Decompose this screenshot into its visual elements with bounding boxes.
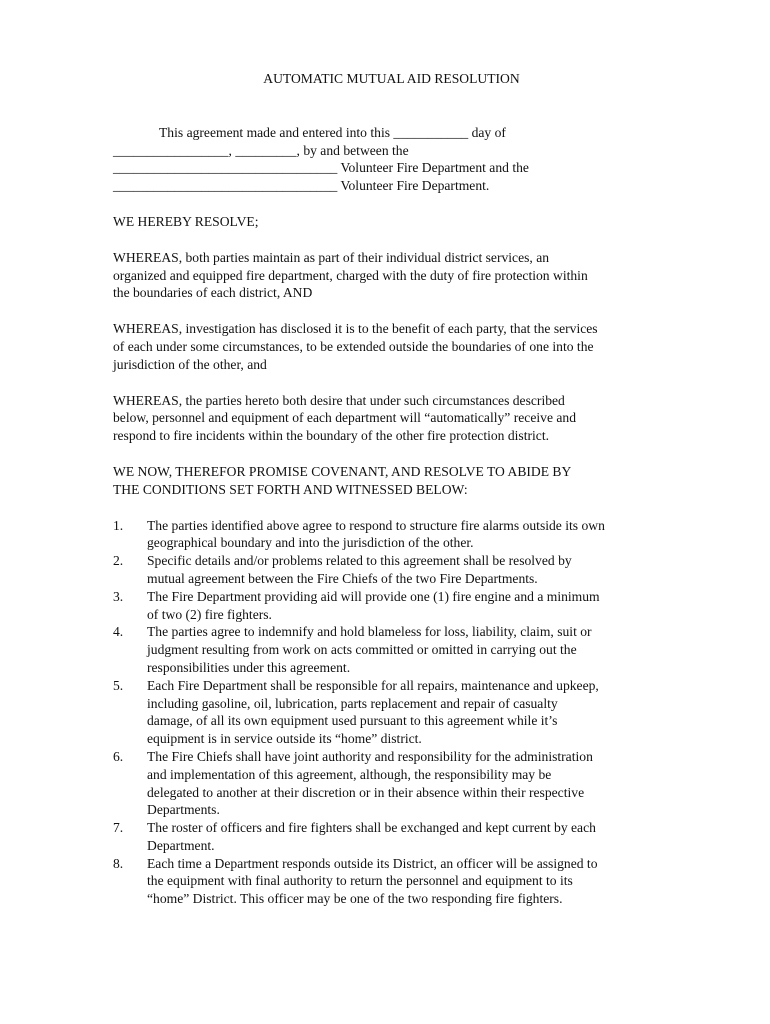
item-line: and implementation of this agreement, although, the responsibility may be (147, 766, 552, 782)
resolve-statement: WE HEREBY RESOLVE; (113, 213, 259, 229)
paragraph-line: WHEREAS, investigation has disclosed it is to the benefit of each party, that the services (113, 321, 598, 337)
list-item (113, 855, 658, 908)
conditions-list (113, 517, 658, 909)
item-line: mutual agreement between the Fire Chiefs of the two Fire Departments. (147, 570, 538, 586)
intro-line: This agreement made and entered into this ___________ day of (159, 124, 506, 140)
paragraph-line: below, personnel and equipment of each department will “automatically” receive and (113, 410, 577, 426)
paragraph-line: jurisdiction of the other, and (113, 356, 267, 372)
item-line: including gasoline, oil, lubrication, parts replacement and repair of casualty (147, 695, 558, 711)
document-title: AUTOMATIC MUTUAL AID RESOLUTION (263, 71, 520, 86)
item-number: 1. (113, 517, 124, 533)
intro-line: _________________________________ Volunteer Fire Department. (113, 178, 490, 194)
item-line: geographical boundary and into the jurisdiction of the other. (147, 535, 474, 551)
item-number: 5. (113, 677, 124, 693)
item-line: Department. (147, 837, 215, 853)
item-line: The Fire Department providing aid will provide one (1) fire engine and a minimum (147, 588, 600, 604)
item-number: 7. (113, 820, 124, 836)
paragraph-line: the boundaries of each district, AND (113, 285, 313, 301)
item-number: 6. (113, 748, 124, 764)
item-number: 3. (113, 588, 124, 604)
whereas-paragraph-3 (113, 392, 658, 445)
paragraph-line: organized and equipped fire department, charged with the duty of fire protection within (113, 267, 588, 283)
paragraph-line: WHEREAS, both parties maintain as part of their individual district services, an (113, 249, 550, 265)
list-item (113, 819, 658, 855)
item-line: judgment resulting from work on acts committed or omitted in carrying out the (147, 642, 577, 658)
item-line: The roster of officers and fire fighters shall be exchanged and kept current by each (147, 820, 596, 836)
document-body (113, 70, 658, 908)
paragraph-line: respond to fire incidents within the boundary of the other fire protection district. (113, 428, 550, 444)
whereas-paragraph-2 (113, 320, 658, 373)
item-line: Specific details and/or problems related to this agreement shall be resolved by (147, 553, 572, 569)
item-line: delegated to another at their discretion or in their absence within their respective (147, 784, 585, 800)
item-line: The parties identified above agree to respond to structure fire alarms outside its own (147, 517, 605, 533)
item-line: damage, of all its own equipment used pursuant to this agreement while it’s (147, 713, 558, 729)
item-line: the equipment with final authority to return the personnel and equipment to its (147, 873, 573, 889)
whereas-paragraph-1 (113, 249, 658, 302)
list-item (113, 748, 658, 819)
covenant-heading (113, 463, 658, 499)
item-number: 4. (113, 624, 124, 640)
paragraph-line: of each under some circumstances, to be extended outside the boundaries of one into the (113, 338, 594, 354)
heading-line: THE CONDITIONS SET FORTH AND WITNESSED BELOW: (113, 481, 468, 497)
item-line: The Fire Chiefs shall have joint authority and responsibility for the administration (147, 748, 593, 764)
intro-line: _________________, _________, by and between the (113, 142, 409, 158)
item-line: of two (2) fire fighters. (147, 606, 272, 622)
list-item (113, 552, 658, 588)
list-item (113, 677, 658, 748)
item-line: Departments. (147, 802, 220, 818)
heading-line: WE NOW, THEREFOR PROMISE COVENANT, AND RESOLVE TO ABIDE BY (113, 463, 572, 479)
item-line: responsibilities under this agreement. (147, 659, 351, 675)
item-line: Each time a Department responds outside its District, an officer will be assigned to (147, 855, 598, 871)
paragraph-line: WHEREAS, the parties hereto both desire that under such circumstances described (113, 392, 565, 408)
list-item (113, 588, 658, 624)
item-line: “home” District. This officer may be one of the two responding fire fighters. (147, 891, 563, 907)
intro-paragraph (113, 124, 658, 195)
list-item (113, 517, 658, 553)
item-number: 2. (113, 553, 124, 569)
list-item (113, 623, 658, 676)
item-line: The parties agree to indemnify and hold blameless for loss, liability, claim, suit or (147, 624, 592, 640)
intro-line: _________________________________ Volunteer Fire Department and the (113, 160, 529, 176)
item-number: 8. (113, 855, 124, 871)
item-line: Each Fire Department shall be responsible for all repairs, maintenance and upkeep, (147, 677, 599, 693)
item-line: equipment is in service outside its “home” district. (147, 731, 422, 747)
